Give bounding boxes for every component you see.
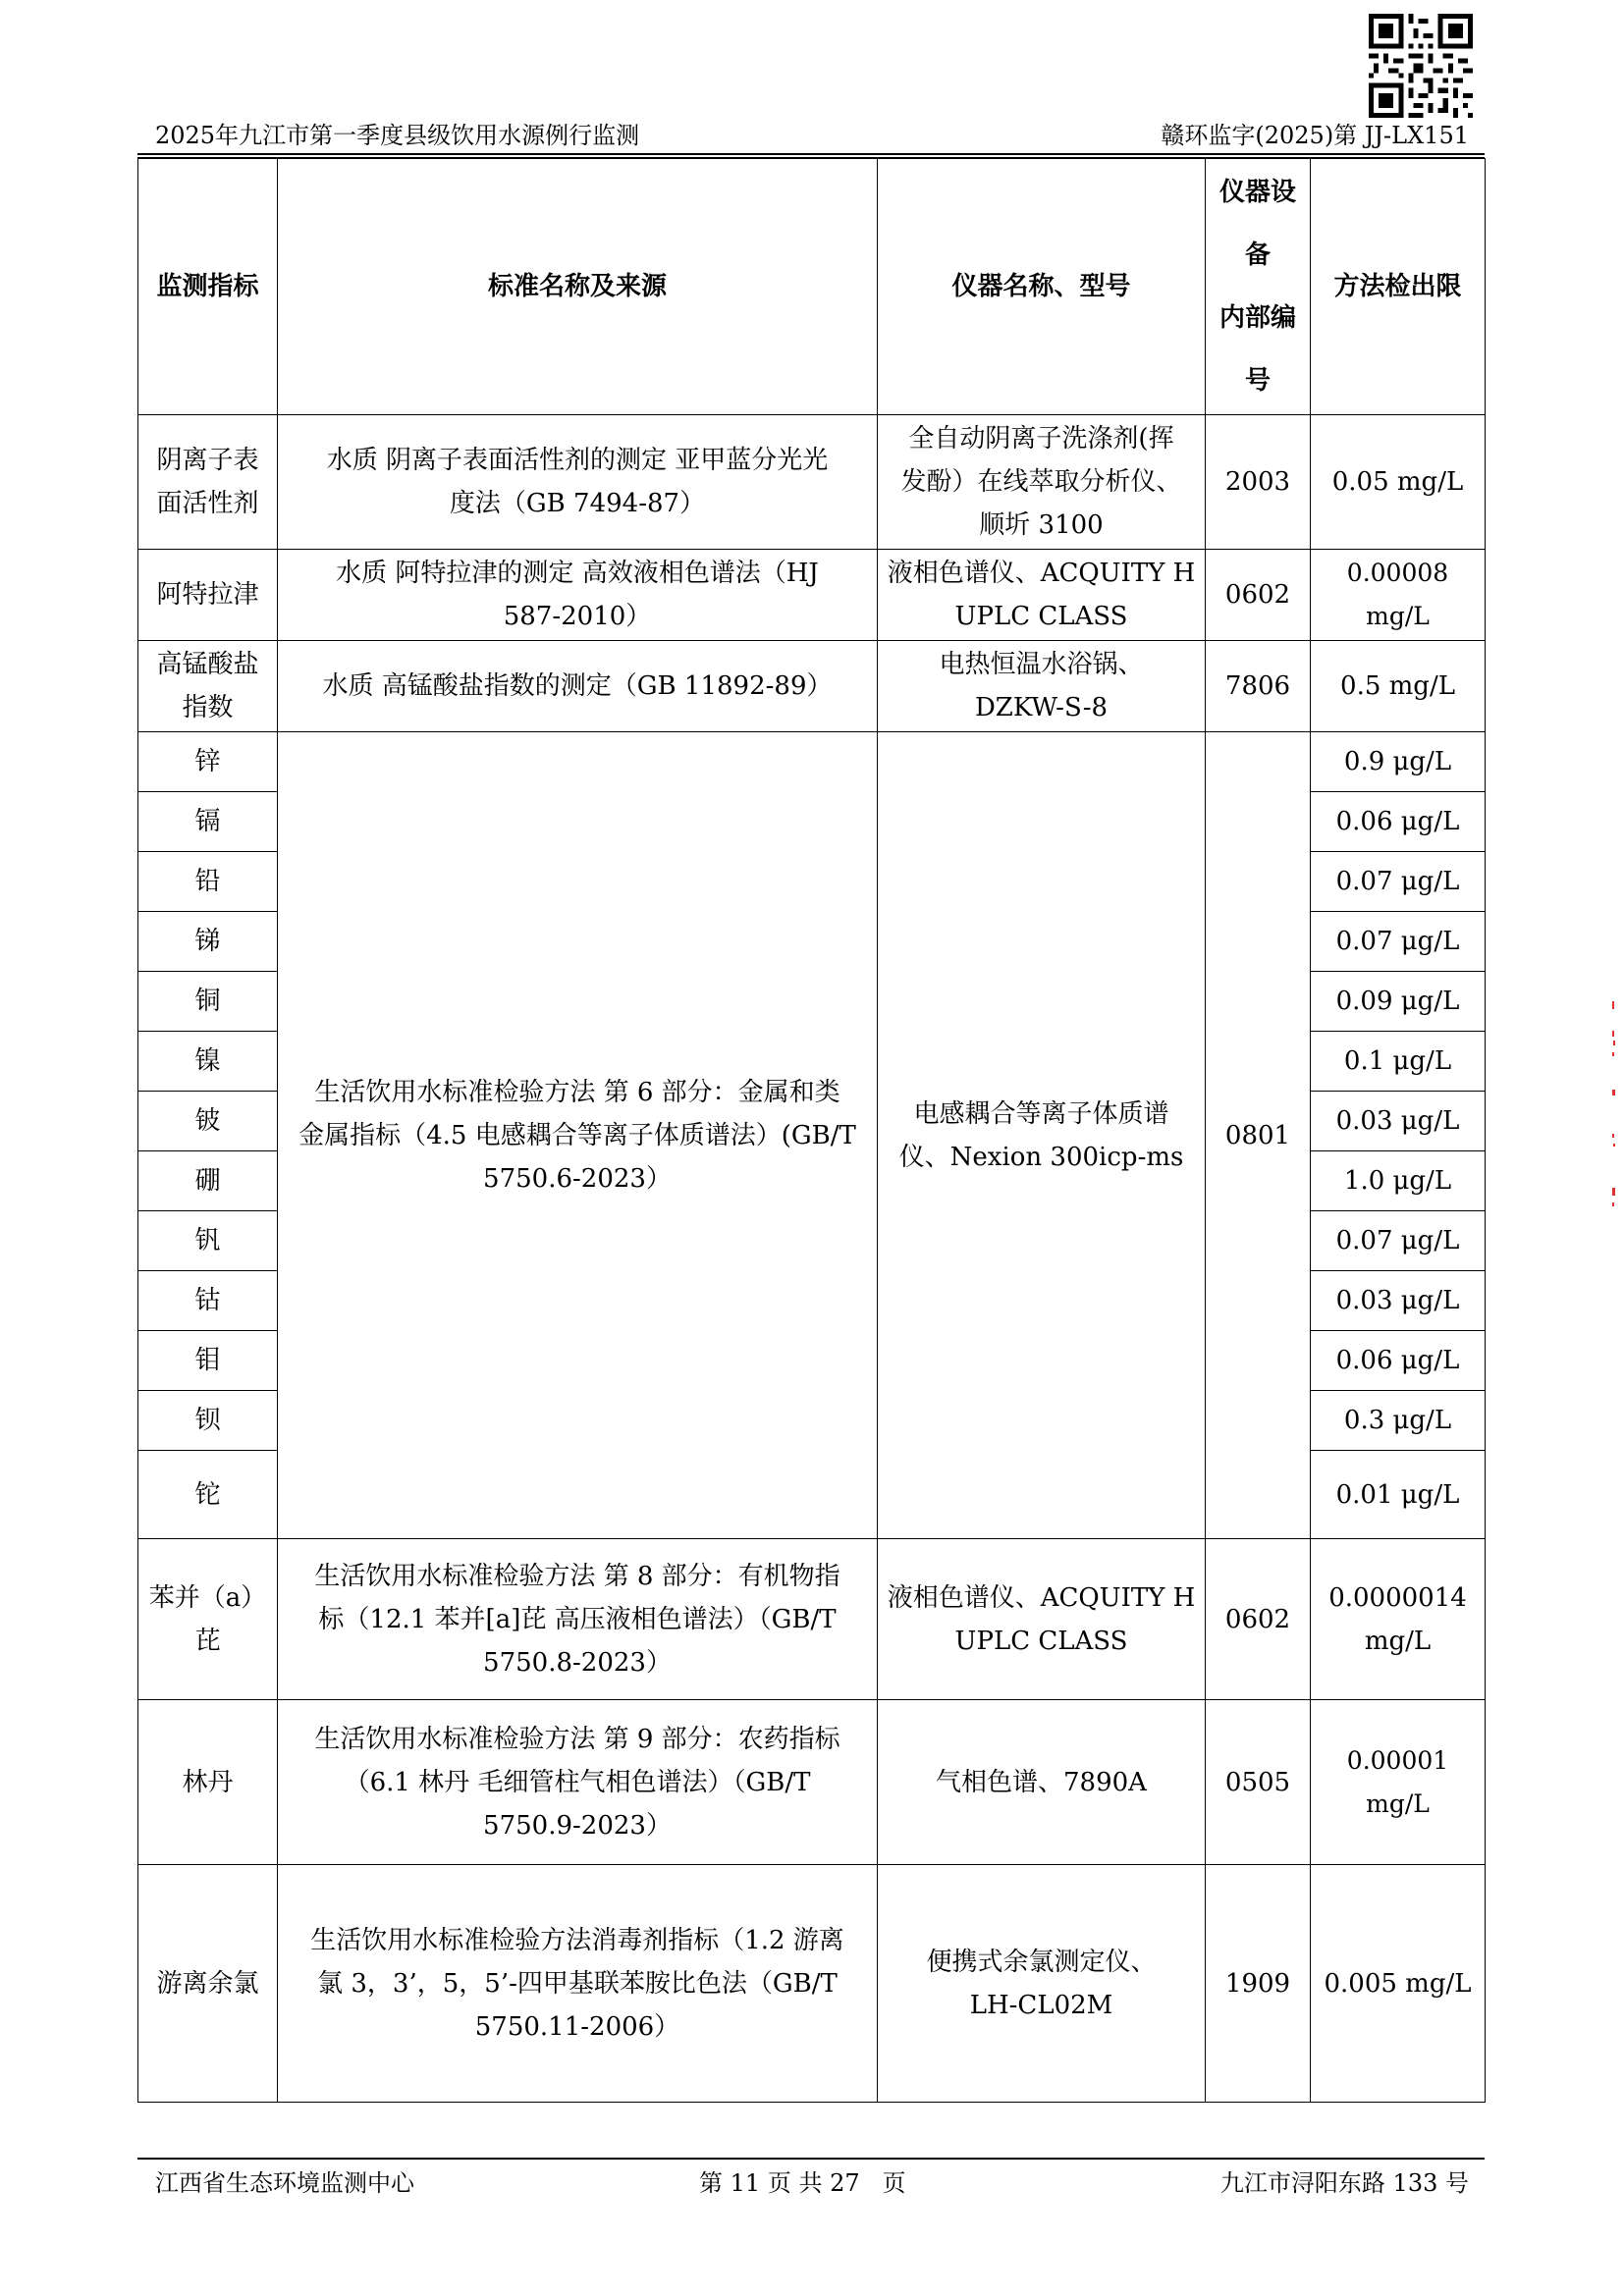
limit-cell: 0.00008 mg/L: [1311, 550, 1486, 641]
instrument-cell: 液相色谱仪、ACQUITY H UPLC CLASS: [878, 550, 1206, 641]
standard-cell: 水质 高锰酸盐指数的测定（GB 11892-89）: [278, 641, 878, 732]
instrument-cell: 全自动阴离子洗涤剂(挥 发酚）在线萃取分析仪、 顺圻 3100: [878, 415, 1206, 550]
metals-code-cell: 0801: [1206, 732, 1311, 1539]
metal-name-cell: 铍: [138, 1092, 278, 1151]
metal-name-cell: 硼: [138, 1151, 278, 1211]
indicator-cell: 游离余氯: [138, 1865, 278, 2103]
footer-rule: [137, 2158, 1485, 2160]
limit-cell: 0.005 mg/L: [1311, 1865, 1486, 2103]
table-row: [138, 1539, 1486, 1700]
limit-cell: 0.00001 mg/L: [1311, 1700, 1486, 1865]
page-number: 11: [730, 2169, 761, 2197]
standard-cell: 水质 阿特拉津的测定 高效液相色谱法（HJ 587-2010）: [278, 550, 878, 641]
limit-cell: 0.5 mg/L: [1311, 641, 1486, 732]
indicator-cell: 林丹: [138, 1700, 278, 1865]
col-limit: 方法检出限: [1311, 159, 1486, 415]
col-code: 仪器设 备 内部编 号: [1206, 159, 1311, 415]
metals-standard-cell: 生活饮用水标准检验方法 第 6 部分：金属和类 金属指标（4.5 电感耦合等离子体质谱法）(GB/T 5750.6-2023）: [278, 732, 878, 1539]
metal-name-cell: 镍: [138, 1032, 278, 1092]
table-row: [138, 550, 1486, 641]
metal-limit-cell: 0.07 μg/L: [1311, 1211, 1486, 1271]
metal-name-cell: 钡: [138, 1391, 278, 1451]
report-number: 赣环监字(2025)第 JJ-LX151: [1161, 122, 1469, 149]
method-table: [137, 158, 1486, 2103]
metal-name-cell: 铜: [138, 972, 278, 1032]
table-row: [138, 1865, 1486, 2103]
metal-name-cell: 铊: [138, 1451, 278, 1539]
col-instrument: 仪器名称、型号: [878, 159, 1206, 415]
metal-limit-cell: 0.09 μg/L: [1311, 972, 1486, 1032]
table-row: [138, 732, 1486, 792]
metal-limit-cell: 0.06 μg/L: [1311, 1331, 1486, 1391]
metals-instrument-cell: 电感耦合等离子体质谱 仪、Nexion 300icp-ms: [878, 732, 1206, 1539]
metal-name-cell: 镉: [138, 792, 278, 852]
code-cell: 0505: [1206, 1700, 1311, 1865]
metal-name-cell: 钒: [138, 1211, 278, 1271]
metal-name-cell: 锑: [138, 912, 278, 972]
metal-name-cell: 钴: [138, 1271, 278, 1331]
code-cell: 0602: [1206, 1539, 1311, 1700]
table-row: [138, 415, 1486, 550]
metal-limit-cell: 0.3 μg/L: [1311, 1391, 1486, 1451]
instrument-cell: 电热恒温水浴锅、 DZKW-S-8: [878, 641, 1206, 732]
seam-stamp-marks: [1610, 1001, 1618, 1296]
report-title: 2025年九江市第一季度县级饮用水源例行监测: [155, 122, 640, 149]
header-rule: [137, 153, 1485, 155]
table-row: [138, 641, 1486, 732]
qr-code-icon: [1369, 14, 1473, 118]
standard-cell: 生活饮用水标准检验方法 第 9 部分：农药指标 （6.1 林丹 毛细管柱气相色谱法）（GB/T 5750.9-2023）: [278, 1700, 878, 1865]
col-indicator: 监测指标: [138, 159, 278, 415]
standard-cell: 生活饮用水标准检验方法 第 8 部分：有机物指 标（12.1 苯并[a]芘 高压液相色谱法）（GB/T 5750.8-2023）: [278, 1539, 878, 1700]
instrument-cell: 液相色谱仪、ACQUITY H UPLC CLASS: [878, 1539, 1206, 1700]
metal-name-cell: 钼: [138, 1331, 278, 1391]
indicator-cell: 阿特拉津: [138, 550, 278, 641]
metal-limit-cell: 0.01 μg/L: [1311, 1451, 1486, 1539]
code-cell: 2003: [1206, 415, 1311, 550]
footer-address: 九江市浔阳东路 133 号: [1219, 2169, 1469, 2197]
footer-org: 江西省生态环境监测中心: [155, 2169, 414, 2197]
metal-limit-cell: 0.1 μg/L: [1311, 1032, 1486, 1092]
metal-name-cell: 锌: [138, 732, 278, 792]
metal-limit-cell: 0.03 μg/L: [1311, 1271, 1486, 1331]
code-cell: 7806: [1206, 641, 1311, 732]
standard-cell: 生活饮用水标准检验方法消毒剂指标（1.2 游离 氯 3，3’，5，5’-四甲基联苯胺比色法（GB/T 5750.11-2006）: [278, 1865, 878, 2103]
limit-cell: 0.05 mg/L: [1311, 415, 1486, 550]
instrument-cell: 便携式余氯测定仪、 LH-CL02M: [878, 1865, 1206, 2103]
metal-limit-cell: 0.06 μg/L: [1311, 792, 1486, 852]
metal-limit-cell: 1.0 μg/L: [1311, 1151, 1486, 1211]
instrument-cell: 气相色谱、7890A: [878, 1700, 1206, 1865]
limit-cell: 0.0000014 mg/L: [1311, 1539, 1486, 1700]
metal-limit-cell: 0.03 μg/L: [1311, 1092, 1486, 1151]
code-cell: 1909: [1206, 1865, 1311, 2103]
table-row: [138, 1700, 1486, 1865]
page-total: 27: [830, 2169, 860, 2197]
metal-limit-cell: 0.9 μg/L: [1311, 732, 1486, 792]
indicator-cell: 苯并（a） 芘: [138, 1539, 278, 1700]
indicator-cell: 高锰酸盐 指数: [138, 641, 278, 732]
col-standard: 标准名称及来源: [278, 159, 878, 415]
indicator-cell: 阴离子表 面活性剂: [138, 415, 278, 550]
page-indicator: 第 11 页 共 27 页: [699, 2169, 906, 2197]
metal-name-cell: 铅: [138, 852, 278, 912]
metal-limit-cell: 0.07 μg/L: [1311, 852, 1486, 912]
standard-cell: 水质 阴离子表面活性剂的测定 亚甲蓝分光光 度法（GB 7494-87）: [278, 415, 878, 550]
code-cell: 0602: [1206, 550, 1311, 641]
metal-limit-cell: 0.07 μg/L: [1311, 912, 1486, 972]
table-header-row: [138, 159, 1486, 415]
